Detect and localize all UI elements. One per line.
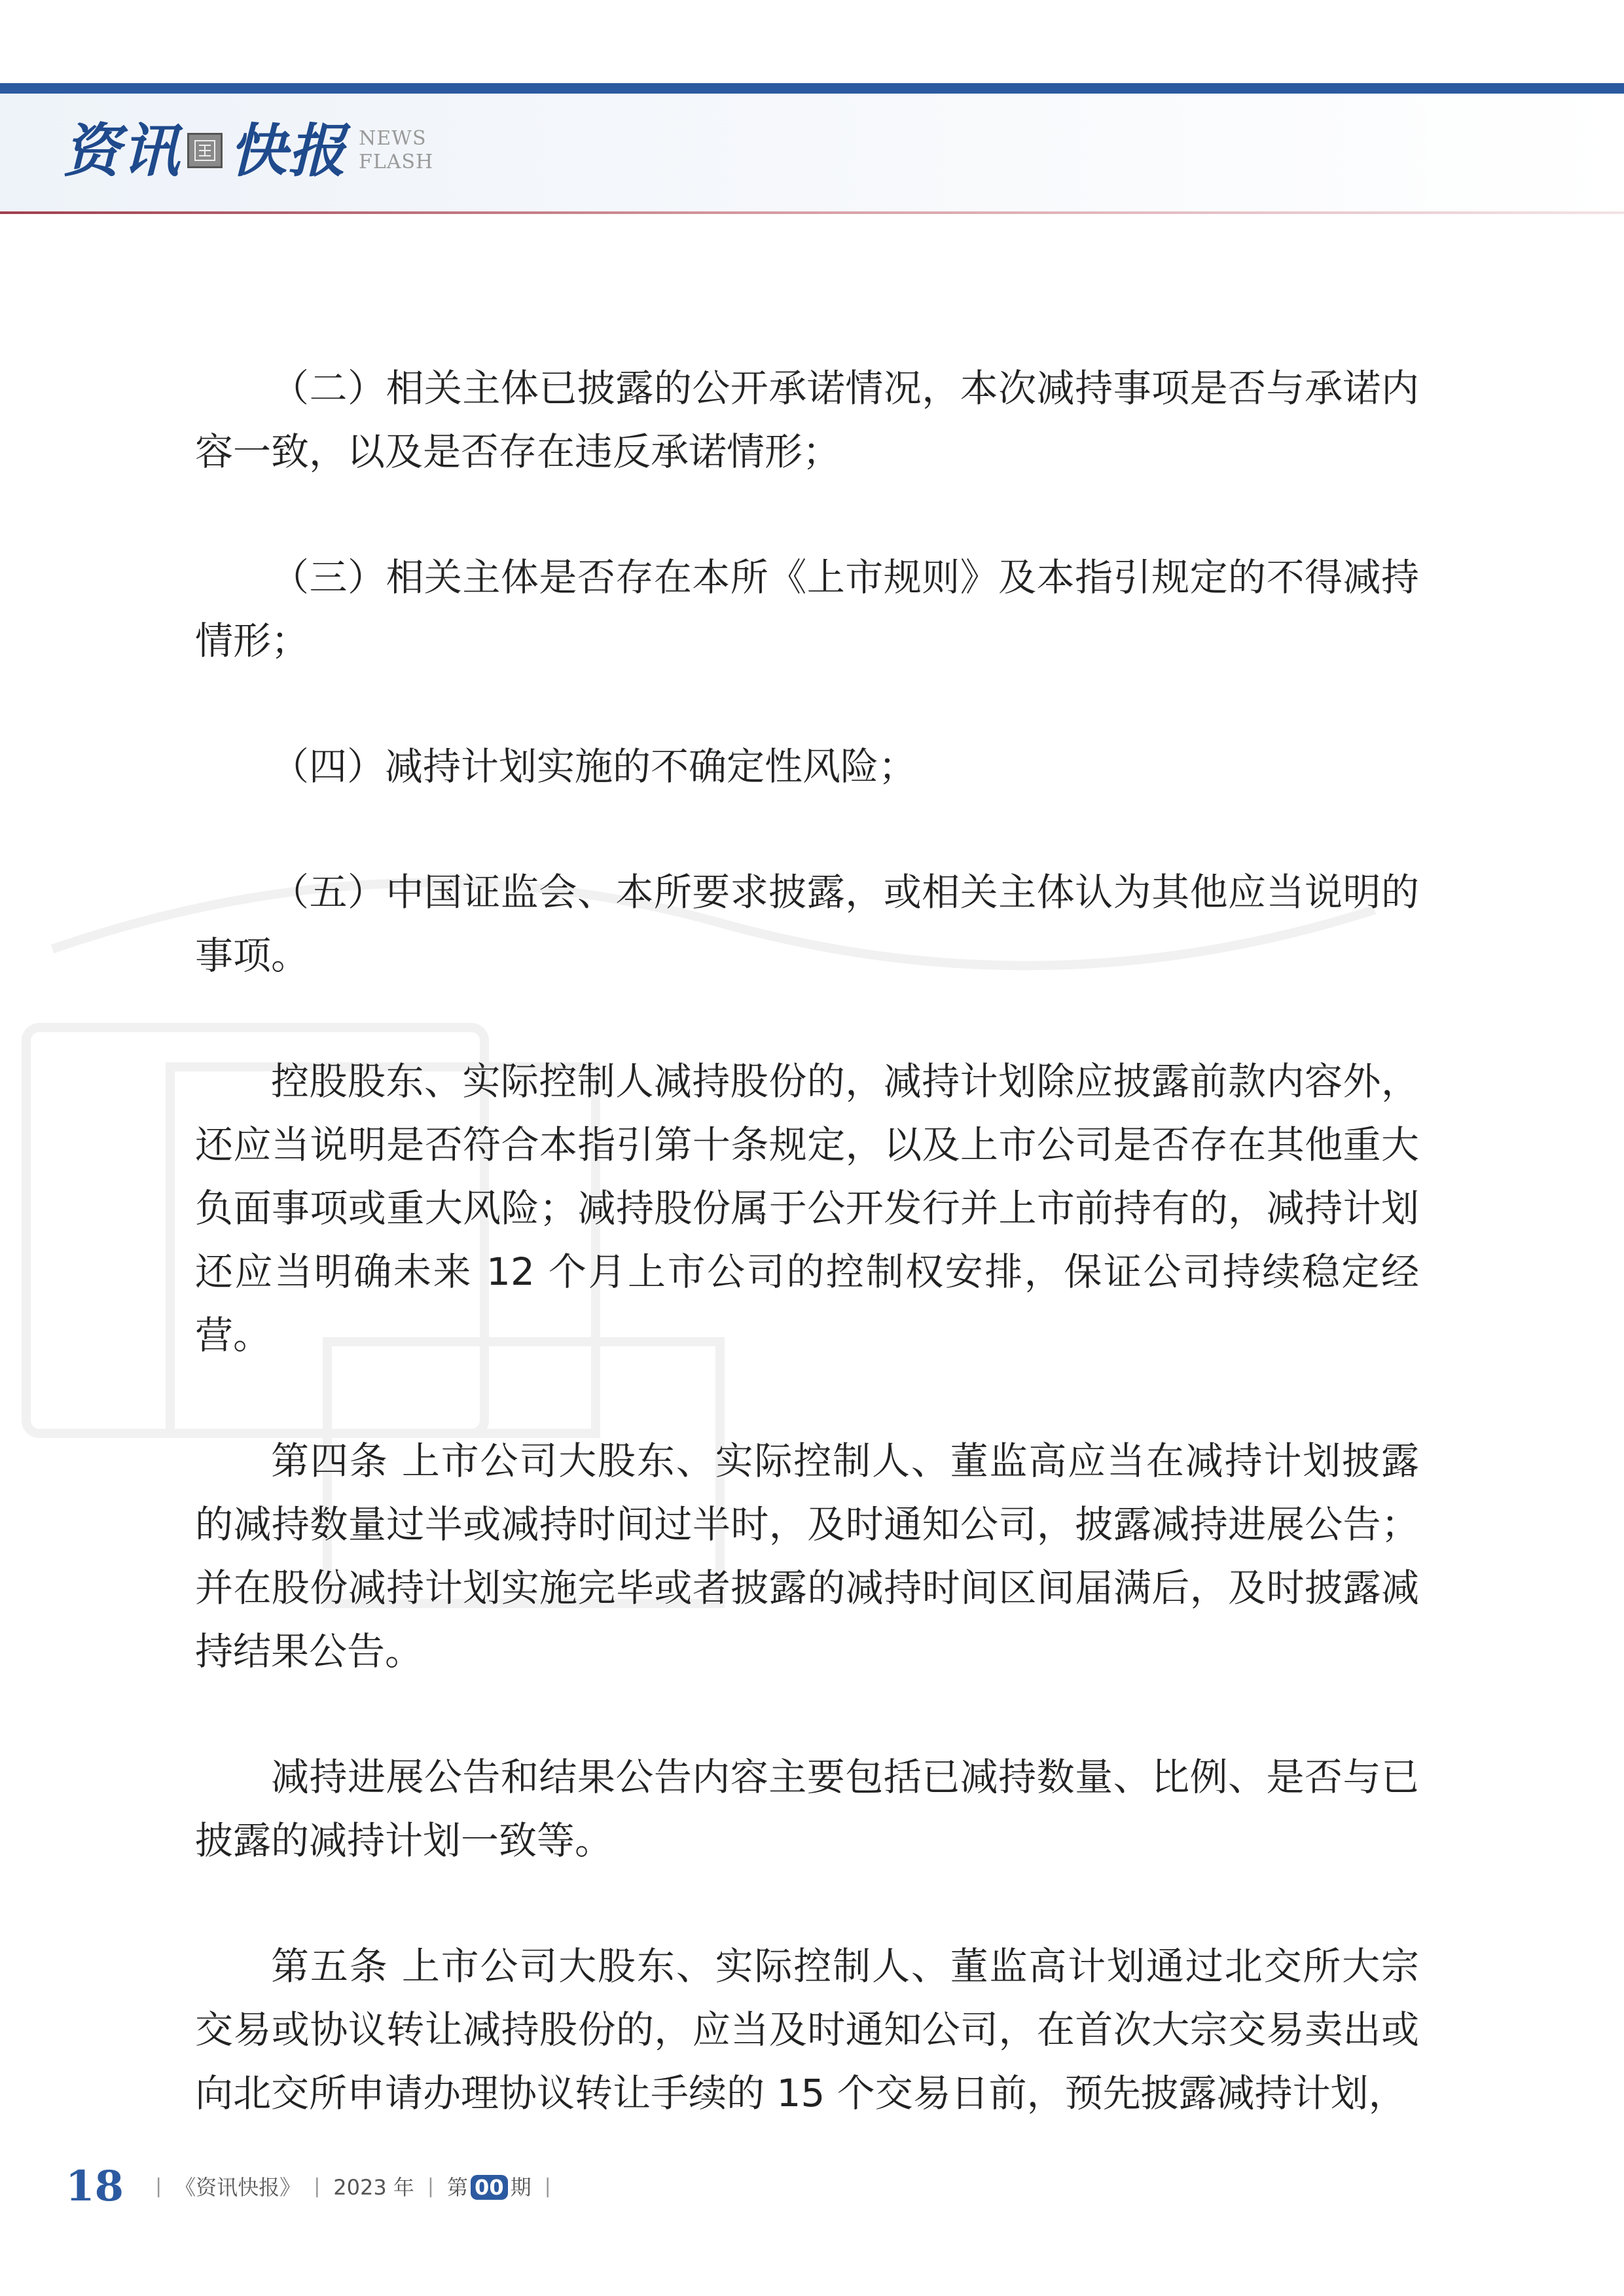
paragraph: （三）相关主体是否存在本所《上市规则》及本指引规定的不得减持情形； (195, 555, 1419, 663)
footer-separator: | (544, 2174, 551, 2198)
top-accent-bar (0, 83, 1624, 94)
paragraph: 第四条 上市公司大股东、实际控制人、董监高应当在减持计划披露的减持数量过半或减持时间过半时，及时通知公司，披露减持进展公告；并在股份减持计划实施完毕或者披露的减持时间区间届满后，及时披露减持结果公告。 (195, 1439, 1419, 1674)
logo-subtitle-line1: NEWS (359, 127, 427, 150)
seal-icon (187, 133, 223, 168)
footer-separator: | (314, 2174, 321, 2198)
publication-year: 2023 年 (333, 2175, 414, 2200)
footer-separator: | (427, 2174, 435, 2198)
header-divider (0, 211, 1624, 214)
issue-suffix: 期 (510, 2175, 532, 2200)
logo-subtitle-line2: FLASH (359, 151, 434, 173)
paragraph: （二）相关主体已披露的公开承诺情况，本次减持事项是否与承诺内容一致，以及是否存在违反承诺情形； (195, 366, 1419, 474)
article-body (195, 357, 1419, 2187)
logo-subtitle (359, 127, 433, 174)
page-number: 18 (65, 2161, 124, 2211)
paragraph: （五）中国证监会、本所要求披露，或相关主体认为其他应当说明的事项。 (195, 870, 1419, 978)
logo-text-right: 快报 (229, 117, 348, 185)
newsletter-logo (63, 111, 433, 190)
paragraph: 第五条 上市公司大股东、实际控制人、董监高计划通过北交所大宗交易或协议转让减持股份的，应当及时通知公司，在首次大宗交易卖出或向北交所申请办理协议转让手续的 15 个交易日前，预先披露减持计划， (195, 1944, 1419, 2115)
paragraph: 控股股东、实际控制人减持股份的，减持计划除应披露前款内容外，还应当说明是否符合本指引第十条规定，以及上市公司是否存在其他重大负面事项或重大风险；减持股份属于公开发行并上市前持有的，减持计划还应当明确未来 12 个月上市公司的控制权安排，保证公司持续稳定经营。 (195, 1059, 1419, 1357)
issue-prefix: 第 (447, 2175, 469, 2200)
paragraph: （四）减持计划实施的不确定性风险； (271, 744, 917, 789)
page-footer (65, 2160, 564, 2212)
footer-separator: | (155, 2174, 162, 2198)
publication-name: 《资讯快报》 (175, 2175, 301, 2200)
issue-number: 00 (471, 2175, 508, 2200)
logo-text-left: 资讯 (63, 117, 181, 185)
paragraph: 减持进展公告和结果公告内容主要包括已减持数量、比例、是否与已披露的减持计划一致等。 (195, 1755, 1419, 1863)
issue-label (447, 2171, 532, 2201)
